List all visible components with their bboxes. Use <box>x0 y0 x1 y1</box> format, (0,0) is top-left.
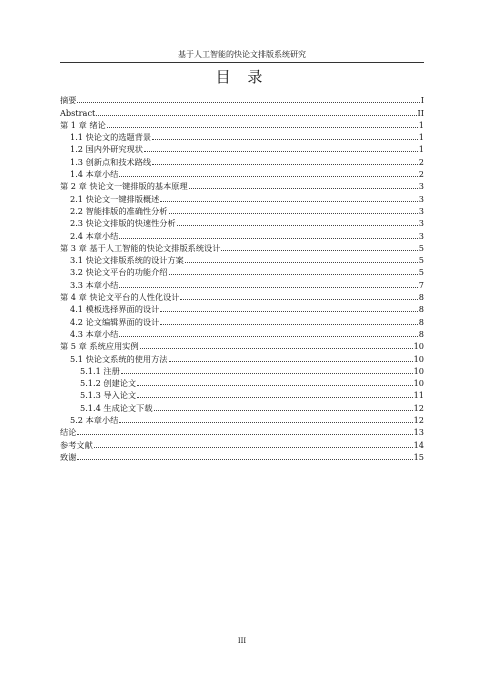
toc-entry-label: 第 2 章 快论文一键排版的基本原理 <box>60 181 188 192</box>
toc-entry[interactable] <box>60 314 424 326</box>
toc-entry-page: 7 <box>418 279 424 290</box>
toc-dot-leader <box>119 422 412 423</box>
running-header: 基于人工智能的快论文排版系统研究 <box>178 50 306 59</box>
toc-entry-label: 结论 <box>60 427 77 438</box>
toc-dot-leader <box>94 447 413 448</box>
toc-entry[interactable] <box>60 93 424 105</box>
toc-entry-label: 参考文献 <box>60 439 93 450</box>
toc-entry[interactable] <box>60 450 424 462</box>
toc-dot-leader <box>96 115 416 116</box>
toc-entry-page: 14 <box>413 439 424 450</box>
toc-dot-leader <box>169 361 413 362</box>
toc-dot-leader <box>140 348 413 349</box>
toc-entry-page: 10 <box>413 353 424 364</box>
toc-dot-leader <box>154 410 413 411</box>
toc-entry[interactable] <box>60 376 424 388</box>
toc-entry-page: 3 <box>418 205 424 216</box>
toc-dot-leader <box>77 102 419 103</box>
toc-entry-page: 2 <box>418 156 424 167</box>
toc-dot-leader <box>119 176 417 177</box>
toc-entry-page: 5 <box>418 267 424 278</box>
toc-entry[interactable] <box>60 339 424 351</box>
toc-entry-label: 第 4 章 快论文平台的人性化设计 <box>60 292 180 303</box>
toc-dot-leader <box>160 201 417 202</box>
toc-entry[interactable] <box>60 388 424 400</box>
toc-entry-label: 第 5 章 系统应用实例 <box>60 341 139 352</box>
toc-entry[interactable] <box>60 437 424 449</box>
toc-dot-leader <box>160 324 417 325</box>
toc-entry[interactable] <box>60 302 424 314</box>
toc-entry[interactable] <box>60 327 424 339</box>
toc-entry-label: Abstract <box>60 107 96 118</box>
toc-entry-page: 5 <box>418 255 424 266</box>
toc-entry-page: 12 <box>413 415 424 426</box>
toc-entry[interactable] <box>60 290 424 302</box>
toc-entry-page: 13 <box>413 427 424 438</box>
toc-entry-label: 4.2 论文编辑界面的设计 <box>70 316 160 327</box>
toc-entry-label: 摘要 <box>60 95 77 106</box>
toc-entry-label: 3.3 本章小结 <box>70 279 119 290</box>
toc-dot-leader <box>185 262 418 263</box>
toc-entry-label: 2.1 快论文一键排版概述 <box>70 193 160 204</box>
toc-entry-label: 3.2 快论文平台的功能介绍 <box>70 267 168 278</box>
toc-entry[interactable] <box>60 105 424 117</box>
toc-entry-page: 10 <box>413 378 424 389</box>
toc-entry-page: 1 <box>418 119 424 130</box>
toc-dot-leader <box>180 299 417 300</box>
toc-entry-label: 5.1 快论文系统的使用方法 <box>70 353 168 364</box>
toc-dot-leader <box>137 385 412 386</box>
header-rule <box>60 62 424 63</box>
toc-entry-label: 1.4 本章小结 <box>70 169 119 180</box>
toc-entry-page: 8 <box>418 292 424 303</box>
toc-dot-leader <box>160 311 417 312</box>
toc-dot-leader <box>107 127 418 128</box>
toc-entry-page: 12 <box>413 402 424 413</box>
toc-entry-page: 5 <box>418 242 424 253</box>
toc-entry-page: 8 <box>418 328 424 339</box>
toc-entry-page: 11 <box>413 390 424 401</box>
toc-entry-page: 1 <box>418 144 424 155</box>
toc-entry-page: II <box>417 107 424 118</box>
toc-entry-page: 8 <box>418 304 424 315</box>
toc-entry[interactable] <box>60 216 424 228</box>
toc-entry[interactable] <box>60 154 424 166</box>
toc-dot-leader <box>77 434 412 435</box>
toc-entry[interactable] <box>60 179 424 191</box>
toc-entry-label: 致谢 <box>60 451 77 462</box>
toc-entry-page: 3 <box>418 193 424 204</box>
toc-entry-page: 3 <box>418 218 424 229</box>
toc-entry-label: 2.4 本章小结 <box>70 230 119 241</box>
toc-entry-label: 第 1 章 绪论 <box>60 119 106 130</box>
toc-entry-label: 5.2 本章小结 <box>70 415 119 426</box>
toc-dot-leader <box>169 213 418 214</box>
toc-entry-label: 5.1.1 注册 <box>80 365 120 376</box>
toc-entry-label: 2.3 快论文排版的快速性分析 <box>70 218 176 229</box>
toc-entry-page: 3 <box>418 230 424 241</box>
toc-entry[interactable] <box>60 400 424 412</box>
toc-entry-label: 4.1 模板选择界面的设计 <box>70 304 160 315</box>
toc-entry-label: 2.2 智能排版的准确性分析 <box>70 205 168 216</box>
toc-entry-page: 10 <box>413 341 424 352</box>
toc-entry-label: 4.3 本章小结 <box>70 328 119 339</box>
toc-entry[interactable] <box>60 253 424 265</box>
toc-entry-label: 5.1.4 生成论文下载 <box>80 402 153 413</box>
toc-dot-leader <box>121 373 413 374</box>
toc-dot-leader <box>221 250 417 251</box>
toc-entry[interactable] <box>60 425 424 437</box>
toc-entry-page: 10 <box>413 365 424 376</box>
toc-title: 目 录 <box>215 68 269 86</box>
table-of-contents <box>60 93 424 462</box>
toc-entry-page: I <box>420 95 424 106</box>
toc-entry[interactable] <box>60 167 424 179</box>
toc-dot-leader <box>177 225 418 226</box>
toc-dot-leader <box>189 188 418 189</box>
toc-entry-label: 1.3 创新点和技术路线 <box>70 156 152 167</box>
toc-entry[interactable] <box>60 351 424 363</box>
toc-entry[interactable] <box>60 277 424 289</box>
toc-entry-page: 2 <box>418 169 424 180</box>
toc-entry[interactable] <box>60 241 424 253</box>
toc-dot-leader <box>169 274 418 275</box>
toc-entry[interactable] <box>60 228 424 240</box>
toc-entry-page: 8 <box>418 316 424 327</box>
toc-entry-page: 3 <box>418 181 424 192</box>
toc-entry-label: 1.1 快论文的选题背景 <box>70 132 152 143</box>
toc-dot-leader <box>137 397 412 398</box>
toc-entry[interactable] <box>60 265 424 277</box>
toc-dot-leader <box>119 238 417 239</box>
toc-dot-leader <box>119 287 417 288</box>
toc-entry-label: 1.2 国内外研究现状 <box>70 144 143 155</box>
toc-dot-leader <box>152 164 418 165</box>
toc-entry-label: 5.1.2 创建论文 <box>80 378 137 389</box>
toc-entry[interactable] <box>60 413 424 425</box>
toc-dot-leader <box>77 459 412 460</box>
toc-entry-label: 第 3 章 基于人工智能的快论文排版系统设计 <box>60 242 221 253</box>
toc-entry[interactable] <box>60 142 424 154</box>
toc-entry[interactable] <box>60 130 424 142</box>
page-number: III <box>237 637 247 645</box>
toc-dot-leader <box>152 139 418 140</box>
toc-entry[interactable] <box>60 364 424 376</box>
toc-dot-leader <box>144 151 418 152</box>
toc-entry[interactable] <box>60 204 424 216</box>
toc-entry[interactable] <box>60 118 424 130</box>
toc-entry-label: 5.1.3 导入论文 <box>80 390 137 401</box>
toc-entry-page: 1 <box>418 132 424 143</box>
toc-entry-page: 15 <box>413 451 424 462</box>
toc-entry[interactable] <box>60 191 424 203</box>
toc-entry-label: 3.1 快论文排版系统的设计方案 <box>70 255 184 266</box>
toc-dot-leader <box>119 336 417 337</box>
